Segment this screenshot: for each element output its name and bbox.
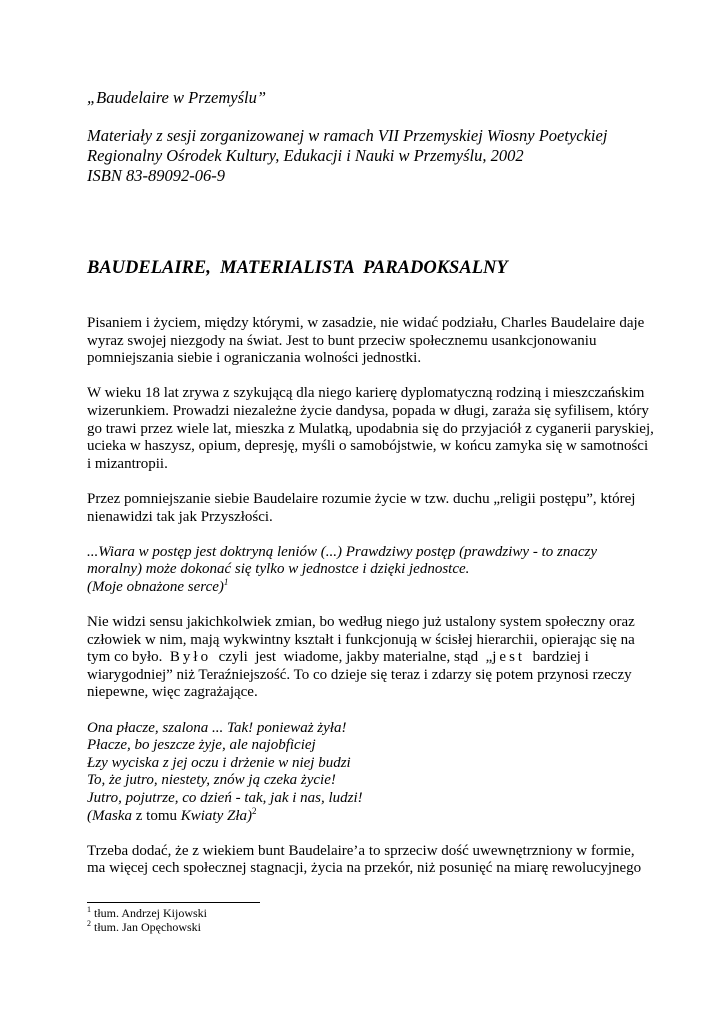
text-line: pomniejszania siebie i ograniczania wolności jednostki. xyxy=(87,350,422,367)
footnote-ref: 2 xyxy=(252,805,257,816)
text-line: nienawidzi tak jak Przyszłości. xyxy=(87,508,273,525)
paragraph-2 xyxy=(87,385,654,473)
quote-line: ...Wiara w postęp jest doktryną leniów (...) Prawdziwy postęp (prawdziwy - to znaczy xyxy=(87,543,597,560)
poem-source-book: Kwiaty Zła) xyxy=(180,807,253,824)
header-line-1: Materiały z sesji zorganizowanej w ramach VII Przemyskiej Wiosny Poetyckiej xyxy=(87,126,608,145)
publication-header xyxy=(87,88,687,186)
footnote-ref: 1 xyxy=(223,576,229,587)
footnote-divider xyxy=(87,902,260,903)
text-line: Nie widzi sensu jakichkolwiek zmian, bo według niego już ustalony system społeczny oraz xyxy=(87,614,635,631)
text-line: Trzeba dodać, że z wiekiem bunt Baudelaire’a to sprzeciw dość uwewnętrzniony w formie, xyxy=(87,842,635,859)
text-line: Pisaniem i życiem, między którymi, w zasadzie, nie widać podziału, Charles Baudelaire daje xyxy=(87,315,645,331)
spaced-word: jest xyxy=(492,649,526,666)
poem-source xyxy=(87,805,647,826)
poem-line: Ona płacze, szalona ... Tak! ponieważ żyła! xyxy=(87,719,347,736)
text-line: i mizantropii. xyxy=(87,455,168,472)
paragraph-5 xyxy=(87,843,647,878)
poem-line: Łzy wyciska z jej oczu i drżenie w niej budzi xyxy=(87,754,351,771)
poem-source-title: (Maska xyxy=(87,807,132,824)
text-line: ucieka w haszysz, opium, depresję, myśli o samobójstwie, w końcu zamyka się w samotności xyxy=(87,438,649,455)
text-line-spaced xyxy=(87,649,647,667)
text-line: go trawi przez wiele lat, mieszka z Mulatką, upodabnia się do przyjaciół z cyganerii paryskiej, xyxy=(87,420,654,437)
poem-line: Jutro, pojutrze, co dzień - tak, jak i nas, ludzi! xyxy=(87,790,363,807)
spaced-word: Było xyxy=(169,649,212,666)
poem-line: To, że jutro, niestety, znów ją czeka życie! xyxy=(87,772,336,789)
text-segment: bardziej i xyxy=(525,649,589,666)
text-line: wiarygodniej” niż Teraźniejszość. To co dzieje się teraz i zdarzy się potem przynosi rzeczy xyxy=(87,666,632,683)
quote-line: moralny) może dokonać się tylko w jednostce i dzięki jednostce. xyxy=(87,561,470,578)
text-line: ma więcej cech społecznej stagnacji, życia na przekór, niż posunięć na miarę rewolucyjnego xyxy=(87,860,642,877)
quote-source xyxy=(87,576,647,597)
article-title: BAUDELAIRE, MATERIALISTA PARADOKSALNY xyxy=(87,258,508,278)
quote-source-text: (Moje obnażone serce) xyxy=(87,578,224,595)
paragraph-4 xyxy=(87,614,647,702)
paragraph-1 xyxy=(87,315,647,368)
text-line: niepewne, więc zagrażające. xyxy=(87,684,258,701)
quote-1 xyxy=(87,544,647,597)
text-line: wizerunkiem. Prowadzi niezależne życie dandysa, popada w długi, zaraża się syfilisem, który xyxy=(87,402,649,419)
paragraph-3 xyxy=(87,491,647,526)
text-segment: czyli jest wiadome, jakby materialne, stąd „ xyxy=(211,649,493,666)
poem-source-text: z tomu xyxy=(132,807,181,824)
text-line: Przez pomniejszanie siebie Baudelaire rozumie życie w tzw. duchu „religii postępu”, której xyxy=(87,490,636,507)
footnote-number: 1 xyxy=(87,905,91,914)
footnote-2 xyxy=(87,920,207,934)
poem-quote xyxy=(87,720,647,826)
footnote-1 xyxy=(87,906,207,920)
footnotes xyxy=(87,906,207,934)
text-line: wyraz swojej niezgody na świat. Jest to bunt przeciw społecznemu usankcjonowaniu xyxy=(87,332,597,349)
footnote-text: tłum. Jan Opęchowski xyxy=(91,920,201,934)
poem-line: Płacze, bo jeszcze żyje, ale najobficiej xyxy=(87,737,316,754)
text-segment: tym co było. xyxy=(87,649,170,666)
footnote-number: 2 xyxy=(87,919,91,928)
collection-title: „Baudelaire w Przemyślu” xyxy=(87,88,267,107)
footnote-text: tłum. Andrzej Kijowski xyxy=(91,906,207,920)
header-isbn: ISBN 83-89092-06-9 xyxy=(87,166,225,185)
text-line: człowiek w nim, mają wykwintny kształt i funkcjonują w ścisłej hierarchii, opierając się na xyxy=(87,631,635,648)
header-line-2: Regionalny Ośrodek Kultury, Edukacji i Nauki w Przemyślu, 2002 xyxy=(87,146,524,165)
article-body xyxy=(87,315,654,896)
text-line: W wieku 18 lat zrywa z szykującą dla niego karierę dyplomatyczną rodziną i mieszczańskim xyxy=(87,385,645,402)
